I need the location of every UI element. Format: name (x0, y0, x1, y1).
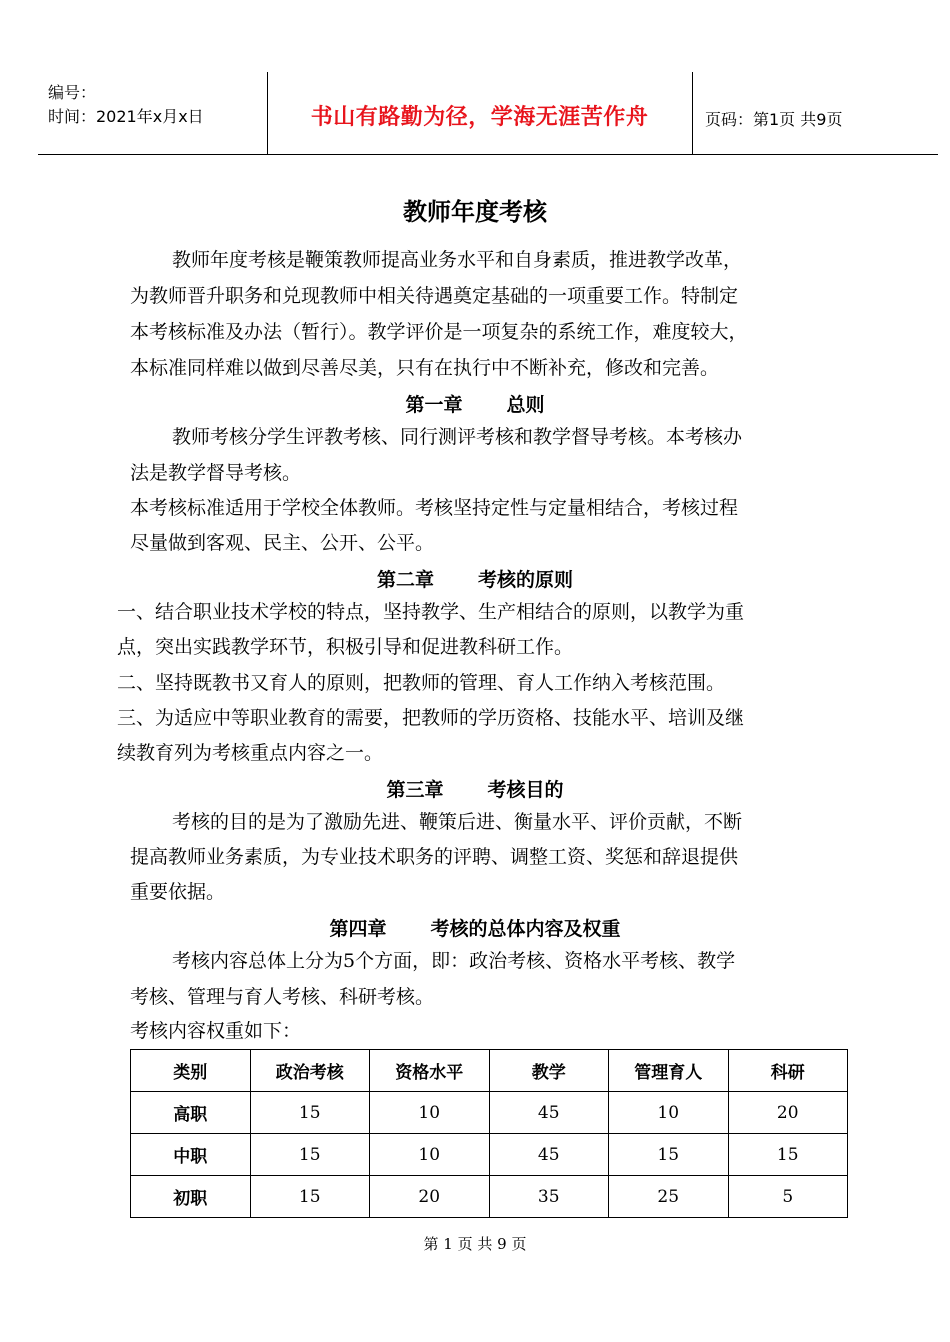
header-meta-cell (38, 72, 268, 154)
chapter4-line: 考核内容权重如下： (130, 1020, 302, 1042)
chapter2-line: 点，突出实践教学环节，积极引导和促进教科研工作。 (117, 636, 574, 658)
table-header-cell: 资格水平 (370, 1050, 490, 1092)
chapter3-number: 第三章 (386, 779, 444, 801)
header-motto-cell (267, 72, 693, 154)
table-header-row (131, 1050, 848, 1092)
chapter1-heading (0, 390, 950, 417)
page-footer: 第 1 页 共 9 页 (423, 1235, 527, 1253)
chapter2-name: 考核的原则 (478, 569, 574, 591)
chapter2-line: 二、坚持既教书又育人的原则，把教师的管理、育人工作纳入考核范围。 (117, 672, 726, 694)
chapter3-heading (0, 775, 950, 802)
document-header (38, 72, 938, 155)
chapter3-line: 提高教师业务素质，为专业技术职务的评聘、调整工资、奖惩和辞退提供 (130, 846, 739, 868)
table-cell: 15 (250, 1176, 370, 1218)
table-row (131, 1134, 848, 1176)
intro-line: 本考核标准及办法（暂行）。教学评价是一项复杂的系统工作，难度较大， (130, 321, 748, 343)
document-time-label: 时间：2021年x月x日 (48, 107, 204, 126)
document-number-label: 编号： (48, 83, 97, 102)
chapter1-line: 本考核标准适用于学校全体教师。考核坚持定性与定量相结合，考核过程 (130, 497, 739, 519)
table-cell: 35 (489, 1176, 609, 1218)
table-row-header: 中职 (131, 1134, 251, 1176)
table-cell: 10 (370, 1092, 490, 1134)
table-header-cell: 科研 (728, 1050, 848, 1092)
chapter4-number: 第四章 (329, 918, 387, 940)
chapter1-line: 法是教学督导考核。 (130, 462, 302, 484)
chapter1-line: 教师考核分学生评教考核、同行测评考核和教学督导考核。本考核办 (172, 426, 743, 448)
chapter2-heading (0, 565, 950, 592)
table-cell: 25 (609, 1176, 729, 1218)
document-title: 教师年度考核 (403, 198, 547, 226)
table-cell: 15 (728, 1134, 848, 1176)
table-cell: 20 (728, 1092, 848, 1134)
table-cell: 15 (250, 1134, 370, 1176)
chapter1-number: 第一章 (405, 394, 463, 416)
intro-line: 教师年度考核是鞭策教师提高业务水平和自身素质，推进教学改革， (172, 249, 743, 271)
chapter3-name: 考核目的 (487, 779, 564, 801)
table-cell: 10 (609, 1092, 729, 1134)
table-cell: 20 (370, 1176, 490, 1218)
chapter3-line: 重要依据。 (130, 881, 226, 903)
header-motto: 书山有路勤为径，学海无涯苦作舟 (310, 105, 649, 130)
chapter1-name: 总则 (506, 394, 545, 416)
chapter2-number: 第二章 (376, 569, 434, 591)
table-row (131, 1176, 848, 1218)
chapter2-line: 一、结合职业技术学校的特点，坚持教学、生产相结合的原则，以教学为重 (117, 601, 745, 623)
table-cell: 45 (489, 1092, 609, 1134)
weights-table (130, 1049, 848, 1218)
chapter4-heading (0, 914, 950, 941)
table-cell: 5 (728, 1176, 848, 1218)
intro-line: 为教师晋升职务和兑现教师中相关待遇奠定基础的一项重要工作。特制定 (130, 285, 739, 307)
table-cell: 45 (489, 1134, 609, 1176)
chapter4-name: 考核的总体内容及权重 (430, 918, 621, 940)
chapter4-line: 考核、管理与育人考核、科研考核。 (130, 986, 435, 1008)
intro-line: 本标准同样难以做到尽善尽美，只有在执行中不断补充，修改和完善。 (130, 357, 720, 379)
chapter2-line: 三、为适应中等职业教育的需要，把教师的学历资格、技能水平、培训及继 (117, 707, 745, 729)
table-cell: 10 (370, 1134, 490, 1176)
header-page-info: 页码：第1页 共9页 (705, 110, 843, 129)
chapter4-line: 考核内容总体上分为5个方面，即：政治考核、资格水平考核、教学 (172, 950, 736, 972)
table-header-cell: 类别 (131, 1050, 251, 1092)
table-cell: 15 (609, 1134, 729, 1176)
table-header-cell: 教学 (489, 1050, 609, 1092)
table-row-header: 高职 (131, 1092, 251, 1134)
chapter3-line: 考核的目的是为了激励先进、鞭策后进、衡量水平、评价贡献，不断 (172, 811, 743, 833)
chapter2-line: 续教育列为考核重点内容之一。 (117, 742, 384, 764)
chapter1-line: 尽量做到客观、民主、公开、公平。 (130, 532, 435, 554)
table-row (131, 1092, 848, 1134)
table-header-cell: 管理育人 (609, 1050, 729, 1092)
table-header-cell: 政治考核 (250, 1050, 370, 1092)
table-cell: 15 (250, 1092, 370, 1134)
header-page-cell (693, 72, 938, 154)
table-row-header: 初职 (131, 1176, 251, 1218)
